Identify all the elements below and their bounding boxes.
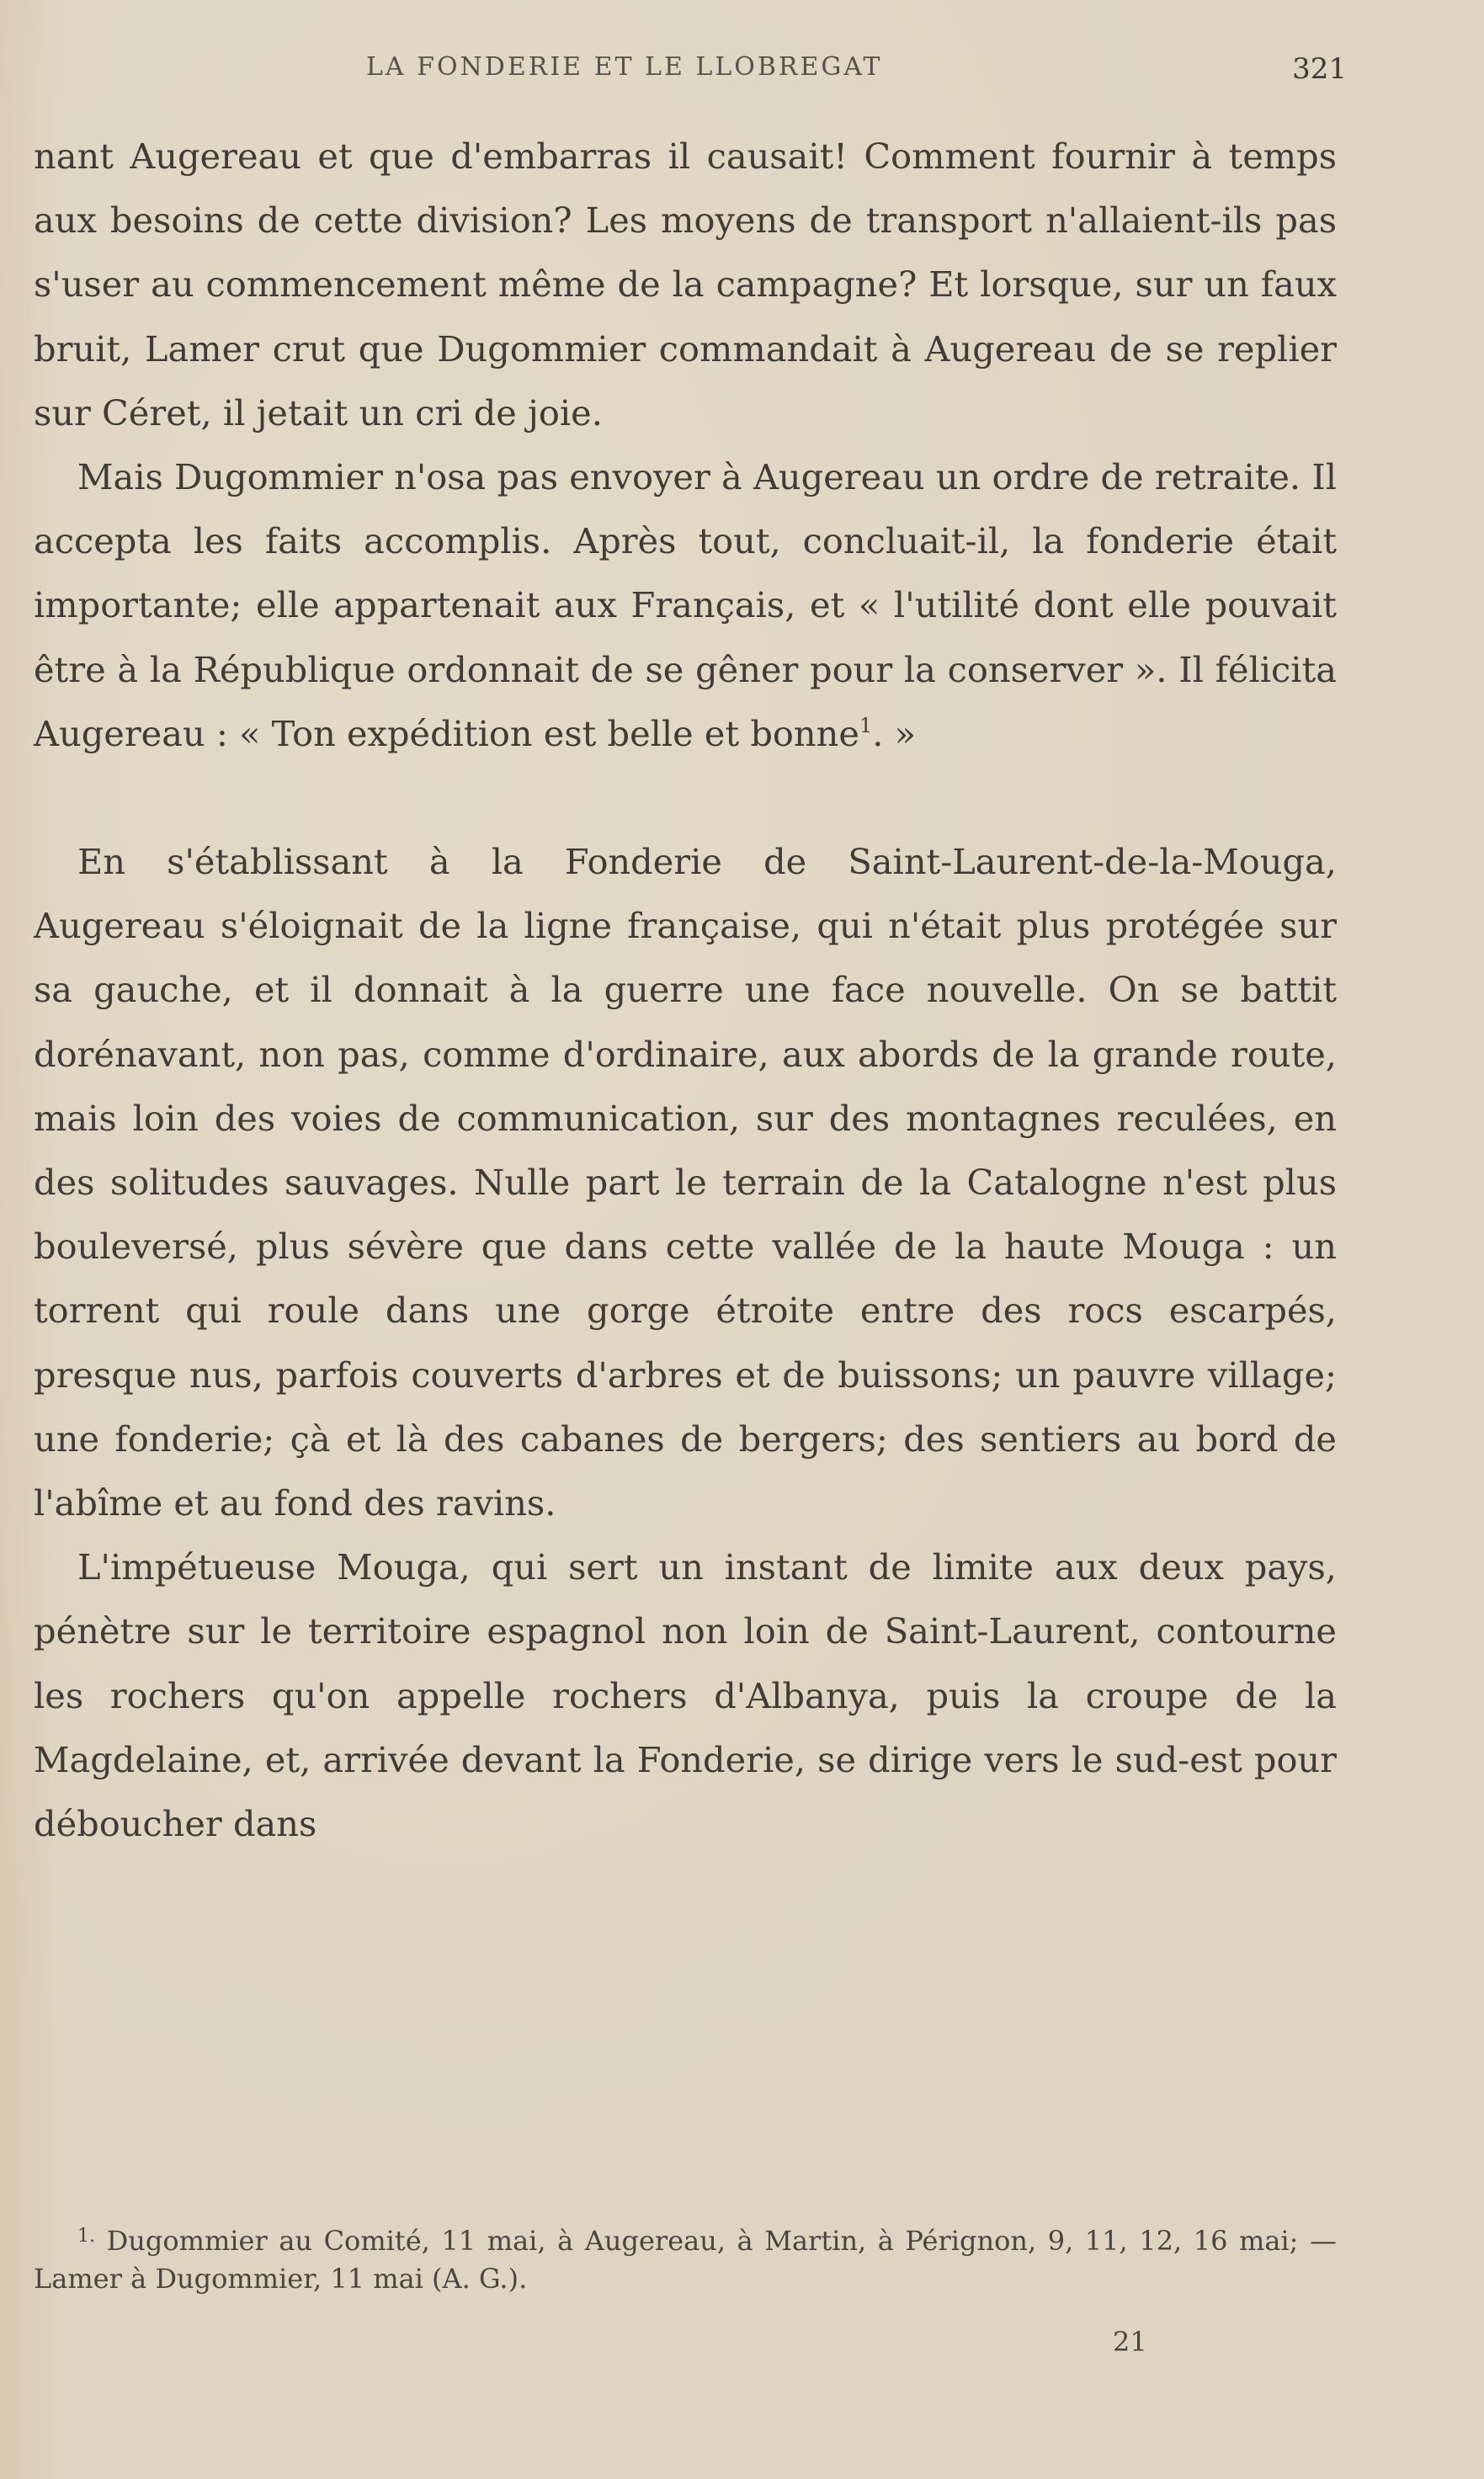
paragraph-4: L'impétueuse Mouga, qui sert un instant de limite aux deux pays, pénètre sur le territoire espagnol non loin de Saint-Laurent, contourne les rochers qu'on appelle rochers d'Albanya, puis la croupe de la Magdelaine, et, arrivée devant la Fonderie, se dirige vers le sud-est pour déboucher dans bbox=[34, 1546, 1337, 1845]
section-break bbox=[34, 766, 1337, 830]
running-title: LA FONDERIE ET LE LLOBREGAT bbox=[366, 52, 883, 82]
paragraph-2-end: . » bbox=[872, 712, 916, 754]
paragraph-3: En s'établissant à la Fonderie de Saint-Laurent-de-la-Mouga, Augereau s'éloignait de la ligne française, qui n'était plus protégée sur sa gauche, et il donnait à la guerre une face nouvelle. On se battit dorénavant, non pas, comme d'ordinaire, aux abords de la grande route, mais loin des voies de communication, sur des montagnes reculées, en des solitudes sauvages. Nulle part le terrain de la Catalogne n'est plus bouleversé, plus sévère que dans cette vallée de la haute Mouga : un torrent qui roule dans une gorge étroite entre des rocs escarpés, presque nus, parfois couverts d'arbres et de buissons; un pauvre village; une fonderie; çà et là des cabanes de bergers; des sentiers au bord de l'abîme et au fond des ravins. bbox=[34, 841, 1337, 1524]
paragraph-1: nant Augereau et que d'embarras il causait! Comment fournir à temps aux besoins de cette division? Les moyens de transport n'allaient-ils pas s'user au commencement même de la campagne? Et lorsque, sur un faux bruit, Lamer crut que Dugommier commandait à Augereau de se replier sur Céret, il jetait un cri de joie. bbox=[34, 136, 1337, 434]
page-header bbox=[34, 52, 1347, 94]
page-number: 321 bbox=[1292, 52, 1347, 86]
paragraph-2 bbox=[34, 445, 1337, 766]
paragraph-2-text: Mais Dugommier n'osa pas envoyer à Augereau un ordre de retraite. Il accepta les faits accomplis. Après tout, concluait-il, la fonderie était importante; elle appartenait aux Français, et « l'utilité dont elle pouvait être à la République ordonnait de se gêner pour la conserver ». Il félicita Augereau : « Ton expédition est belle et bonne bbox=[34, 456, 1337, 754]
footnote-text: Dugommier au Comité, 11 mai, à Augereau, à Martin, à Pérignon, 9, 11, 12, 16 mai; — Lamer à Dugommier, 11 mai (A. G.). bbox=[34, 2225, 1338, 2295]
signature-mark: 21 bbox=[1113, 2326, 1147, 2358]
body-text bbox=[34, 125, 1337, 1856]
footnote-marker: 1. bbox=[77, 2226, 95, 2247]
footnote-reference: 1 bbox=[859, 713, 873, 737]
footnote bbox=[34, 2222, 1337, 2298]
